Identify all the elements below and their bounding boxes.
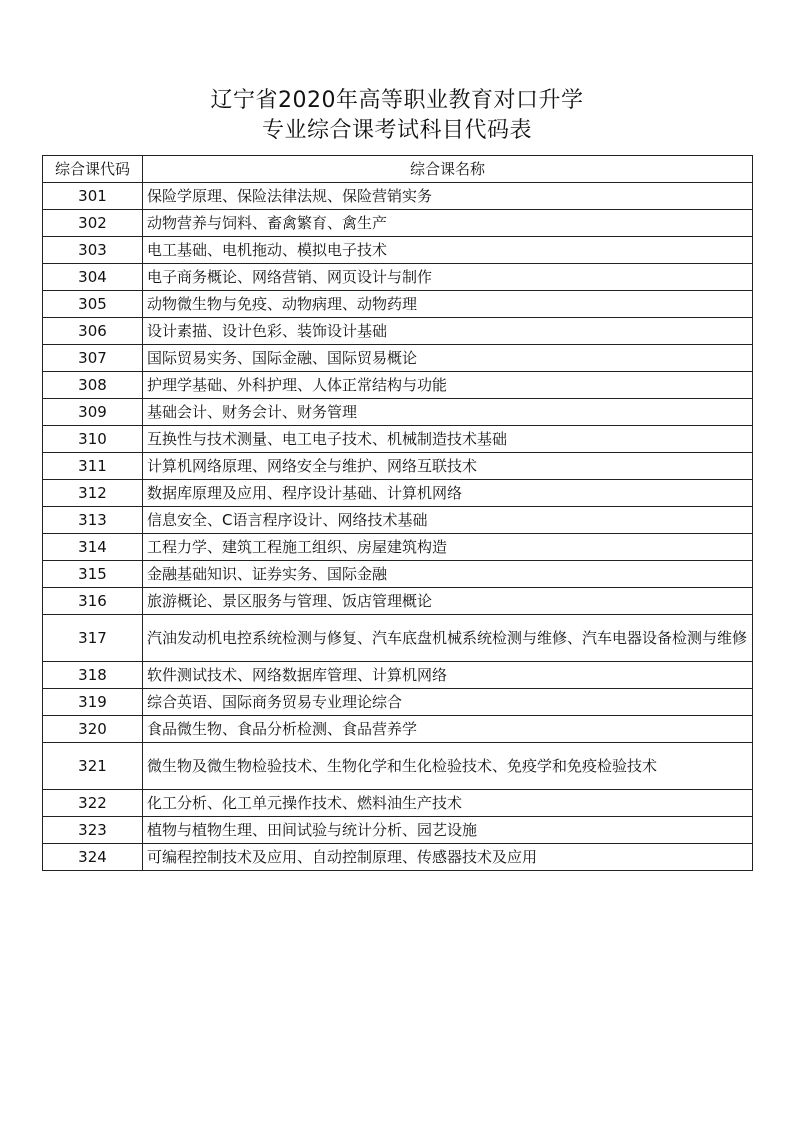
row-code: 316 xyxy=(43,588,143,615)
table-row xyxy=(43,345,753,372)
table-row xyxy=(43,790,753,817)
row-name: 动物微生物与免疫、动物病理、动物药理 xyxy=(143,291,753,318)
row-code: 322 xyxy=(43,790,143,817)
row-name: 数据库原理及应用、程序设计基础、计算机网络 xyxy=(143,480,753,507)
row-code: 302 xyxy=(43,210,143,237)
row-name: 国际贸易实务、国际金融、国际贸易概论 xyxy=(143,345,753,372)
table-row xyxy=(43,291,753,318)
table-row xyxy=(43,453,753,480)
table-row xyxy=(43,561,753,588)
table-row xyxy=(43,426,753,453)
table-row xyxy=(43,372,753,399)
row-code: 309 xyxy=(43,399,143,426)
row-code: 324 xyxy=(43,844,143,871)
row-code: 312 xyxy=(43,480,143,507)
row-name: 旅游概论、景区服务与管理、饭店管理概论 xyxy=(143,588,753,615)
row-name: 食品微生物、食品分析检测、食品营养学 xyxy=(143,716,753,743)
document-title xyxy=(0,86,794,146)
table-row xyxy=(43,615,753,662)
table-row xyxy=(43,183,753,210)
row-name: 汽油发动机电控系统检测与修复、汽车底盘机械系统检测与维修、汽车电器设备检测与维修 xyxy=(143,615,753,662)
row-code: 311 xyxy=(43,453,143,480)
row-name: 植物与植物生理、田间试验与统计分析、园艺设施 xyxy=(143,817,753,844)
row-code: 308 xyxy=(43,372,143,399)
row-code: 321 xyxy=(43,743,143,790)
table-row xyxy=(43,716,753,743)
row-name: 工程力学、建筑工程施工组织、房屋建筑构造 xyxy=(143,534,753,561)
row-code: 310 xyxy=(43,426,143,453)
row-name: 软件测试技术、网络数据库管理、计算机网络 xyxy=(143,662,753,689)
row-name: 护理学基础、外科护理、人体正常结构与功能 xyxy=(143,372,753,399)
row-code: 307 xyxy=(43,345,143,372)
row-name: 设计素描、设计色彩、装饰设计基础 xyxy=(143,318,753,345)
row-code: 315 xyxy=(43,561,143,588)
table-row xyxy=(43,743,753,790)
row-code: 306 xyxy=(43,318,143,345)
table-row xyxy=(43,264,753,291)
table-row xyxy=(43,844,753,871)
row-name: 保险学原理、保险法律法规、保险营销实务 xyxy=(143,183,753,210)
row-code: 304 xyxy=(43,264,143,291)
row-name: 信息安全、C语言程序设计、网络技术基础 xyxy=(143,507,753,534)
row-name: 基础会计、财务会计、财务管理 xyxy=(143,399,753,426)
row-name: 动物营养与饲料、畜禽繁育、禽生产 xyxy=(143,210,753,237)
table-row xyxy=(43,662,753,689)
row-code: 319 xyxy=(43,689,143,716)
row-code: 303 xyxy=(43,237,143,264)
header-code: 综合课代码 xyxy=(43,156,143,183)
table-row xyxy=(43,689,753,716)
table-row xyxy=(43,399,753,426)
row-code: 301 xyxy=(43,183,143,210)
table-row xyxy=(43,480,753,507)
header-name: 综合课名称 xyxy=(143,156,753,183)
table-row xyxy=(43,534,753,561)
row-name: 化工分析、化工单元操作技术、燃料油生产技术 xyxy=(143,790,753,817)
title-line-1: 辽宁省2020年高等职业教育对口升学 xyxy=(210,88,584,113)
row-name: 综合英语、国际商务贸易专业理论综合 xyxy=(143,689,753,716)
table-row xyxy=(43,318,753,345)
title-line-2: 专业综合课考试科目代码表 xyxy=(261,118,532,143)
row-name: 计算机网络原理、网络安全与维护、网络互联技术 xyxy=(143,453,753,480)
table-row xyxy=(43,507,753,534)
row-name: 电子商务概论、网络营销、网页设计与制作 xyxy=(143,264,753,291)
table-row xyxy=(43,817,753,844)
row-code: 323 xyxy=(43,817,143,844)
subject-code-table xyxy=(42,155,753,871)
row-name: 互换性与技术测量、电工电子技术、机械制造技术基础 xyxy=(143,426,753,453)
row-code: 317 xyxy=(43,615,143,662)
table-row xyxy=(43,588,753,615)
row-code: 320 xyxy=(43,716,143,743)
row-name: 电工基础、电机拖动、模拟电子技术 xyxy=(143,237,753,264)
row-code: 318 xyxy=(43,662,143,689)
row-code: 313 xyxy=(43,507,143,534)
table-header-row xyxy=(43,156,753,183)
table-row xyxy=(43,237,753,264)
row-name: 微生物及微生物检验技术、生物化学和生化检验技术、免疫学和免疫检验技术 xyxy=(143,743,753,790)
row-name: 可编程控制技术及应用、自动控制原理、传感器技术及应用 xyxy=(143,844,753,871)
row-name: 金融基础知识、证券实务、国际金融 xyxy=(143,561,753,588)
row-code: 305 xyxy=(43,291,143,318)
table-row xyxy=(43,210,753,237)
row-code: 314 xyxy=(43,534,143,561)
